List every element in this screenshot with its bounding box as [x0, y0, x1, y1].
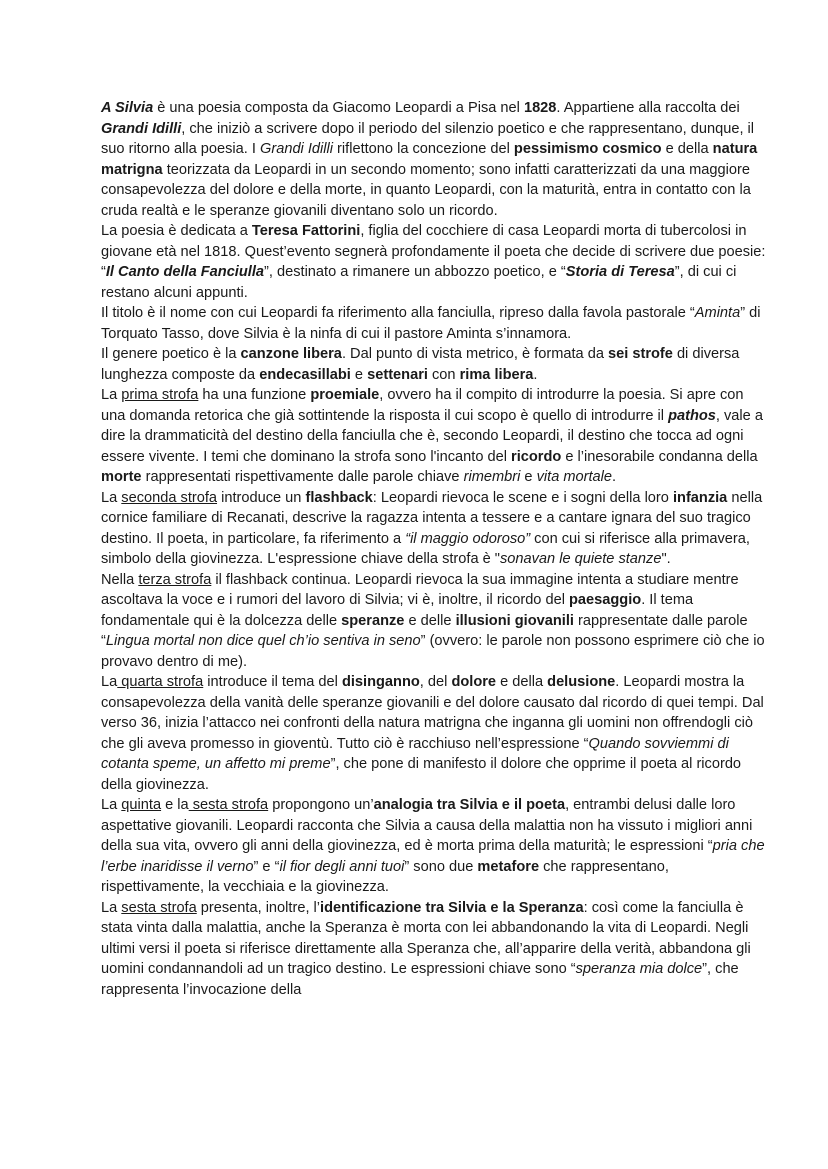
text-run: Storia di Teresa	[565, 264, 675, 280]
text-run: ”, destinato a rimanere un abbozzo poetico, e “	[264, 264, 566, 280]
text-run: “il maggio odoroso”	[405, 530, 531, 547]
text-run: Nella	[101, 571, 139, 588]
text-run: quarta strofa	[117, 674, 204, 690]
text-run: disinganno	[341, 674, 420, 690]
text-run: che rappresentano, rispettivamente, la vecchiaia e la giovinezza.	[101, 858, 669, 895]
text-run: e	[520, 469, 537, 485]
text-run: delusione	[547, 674, 616, 690]
text-run: . Appartiene alla raccolta dei	[556, 100, 740, 116]
text-run: ” (ovvero: le parole non possono esprimere ciò che io provavo dentro di me).	[101, 633, 765, 670]
text-run: Il genere poetico è la	[101, 346, 241, 362]
text-run: metafore	[477, 858, 540, 875]
text-run: seconda strofa	[121, 489, 218, 506]
text-run: morte	[101, 469, 142, 485]
text-run: Teresa Fattorini	[251, 223, 361, 239]
text-run: rima libera	[459, 366, 534, 383]
text-run: rappresentate dalle parole “	[101, 612, 748, 649]
text-run: e	[350, 366, 368, 383]
text-run: infanzia	[672, 489, 728, 506]
text-run: Il titolo è il nome con cui Leopardi fa riferimento alla fanciulla, ripreso dalla favola pastorale “	[101, 305, 695, 321]
text-run: . Leopardi mostra la consapevolezza della vanità delle speranze giovanili e del dolore causato dal ricordo di quei tempi. Dal verso 36, inizia l’attacco nei confronti della natura matrigna che inganna gli uomini non offrendogli ciò che gli aveva promesso in gioventù. Tutto ciò è racchiuso nell’espressione “	[101, 674, 764, 752]
text-run: ”, che pone di manifesto il dolore che opprime il poeta al ricordo della giovinezza.	[101, 756, 742, 793]
text-run: di diversa lunghezza composte da	[101, 346, 740, 383]
text-run: ” di Torquato Tasso, dove Silvia è la ninfa di cui il pastore Aminta s’innamora.	[101, 305, 761, 342]
paragraph	[101, 488, 768, 570]
text-run: proemiale	[310, 387, 380, 403]
text-run: canzone libera	[240, 346, 342, 362]
paragraph	[101, 795, 768, 898]
text-run: paesaggio	[569, 592, 642, 608]
text-run: quinta	[121, 797, 162, 813]
text-run: , entrambi delusi dalle loro aspettative giovanili. Leopardi racconta che Silvia a causa della malattia non ha vissuto i migliori anni della sua vita, ovvero gli anni della giovinezza, ed è morta prima della maturità; le espressioni “	[101, 797, 753, 854]
text-run: propongono un’	[268, 797, 374, 813]
text-run: rimembri	[463, 469, 521, 485]
text-run: ”, che rappresenta l’invocazione della	[101, 961, 739, 998]
text-run: 1828	[523, 100, 557, 116]
text-run: il flashback continua. Leopardi rievoca la sua immagine intenta a studiare mentre ascoltava la voce e i rumori del lavoro di Silvia; vi è, inoltre, il ricordo del	[101, 571, 739, 608]
text-run: La	[101, 489, 122, 506]
paragraph	[101, 570, 768, 673]
text-run: , ovvero ha il compito di introdurre la poesia. Si apre con una domanda retorica che già sottintende la risposta il cui scopo è quello di introdurre il	[101, 387, 744, 424]
paragraph	[101, 898, 768, 1001]
text-run: Aminta	[694, 305, 741, 321]
text-run: flashback	[305, 489, 373, 506]
text-run: Quando sovviemmi di cotanta speme, un affetto mi preme	[101, 735, 729, 772]
text-run: presenta, inoltre, l’	[196, 899, 321, 916]
text-run: endecasillabi	[259, 366, 351, 383]
text-run: sesta strofa	[188, 797, 269, 813]
text-run: pathos	[668, 407, 716, 424]
text-run: teorizzata da Leopardi in un secondo momento; sono infatti caratterizzati da una maggiore consapevolezza del dolore e della morte, in quanto Leopardi, con la maturità, entra in contatto con la cruda realtà e le speranze giovanili diventano solo un ricordo.	[101, 161, 751, 219]
text-run: , vale a dire la drammaticità del destino della fanciulla che è, secondo Leopardi, il destino che tocca ad ogni essere vivente. I temi che dominano la strofa sono l'incanto del	[101, 407, 763, 465]
text-run: Lingua mortal non dice quel ch’io sentiva in seno	[105, 633, 421, 649]
text-run: nella cornice familiare di Recanati, descrive la ragazza intenta a tessere e a cantare ignara del suo tragico destino. Il poeta, in particolare, fa riferimento a	[101, 489, 763, 547]
text-run: A Silvia	[101, 100, 154, 116]
text-run: ".	[661, 551, 671, 567]
text-run: introduce il tema del	[203, 674, 342, 690]
text-run: ricordo	[511, 448, 562, 465]
text-run: e l’inesorabile condanna della	[561, 448, 758, 465]
paragraph	[101, 672, 768, 795]
text-run: e la	[161, 797, 189, 813]
text-run: con cui si riferisce alla primavera, simbolo della giovinezza. L'espressione chiave della strofa è "	[101, 530, 750, 567]
text-run: Il Canto della Fanciulla	[105, 264, 265, 280]
paragraph	[101, 303, 768, 344]
text-run: ” e “	[253, 858, 280, 875]
text-run: : così come la fanciulla è stata vinta dalla malattia, anche la Speranza è morta con lei abbandonando la vita di Leopardi. Negli ultimi versi il poeta si riferisce direttamente alla Speranza che, all’apparire della verità, abbandona gli uomini condannandoli ad un tragico destino. Le espressioni chiave sono “	[101, 899, 751, 977]
text-run: settenari	[367, 366, 428, 383]
text-run: , figlia del cocchiere di casa Leopardi morta di tubercolosi in giovane età nel 1818. Quest’evento segnerà profondamente il poeta che decide di scrivere due poesie: “	[101, 223, 766, 280]
text-run: La	[101, 899, 122, 916]
text-run: terza strofa	[138, 571, 212, 588]
text-run: , del	[419, 674, 452, 690]
text-run: .	[533, 366, 538, 383]
text-run: speranze	[341, 612, 405, 629]
text-run: con	[427, 366, 460, 383]
text-run: : Leopardi rievoca le scene e i sogni della loro	[372, 489, 673, 506]
paragraph	[101, 385, 768, 488]
text-run: sesta strofa	[121, 899, 197, 916]
text-run: introduce un	[217, 489, 306, 506]
text-run: prima strofa	[121, 387, 199, 403]
text-run: , che iniziò a scrivere dopo il periodo del silenzio poetico e che rappresentano, dunque, il suo ritorno alla poesia. I	[101, 120, 755, 157]
text-run: sei strofe	[608, 346, 673, 362]
text-run: La	[101, 387, 122, 403]
text-run: ” sono due	[404, 858, 478, 875]
paragraph	[101, 98, 768, 221]
paragraph	[101, 221, 768, 303]
text-run: Grandi Idilli	[260, 141, 333, 157]
text-run: il fior degli anni tuoi	[279, 858, 405, 875]
text-run: e delle	[404, 612, 456, 629]
text-run: pessimismo cosmico	[513, 141, 662, 157]
text-run: La	[101, 674, 118, 690]
text-run: pria che l’erbe inaridisse il verno	[101, 838, 765, 875]
text-run: ”, di cui ci restano alcuni appunti.	[101, 264, 737, 301]
text-run: e della	[661, 141, 713, 157]
text-run: speranza mia dolce	[575, 961, 703, 977]
text-run: identificazione tra Silvia e la Speranza	[320, 899, 584, 916]
text-run: sonavan le quiete stanze	[499, 551, 662, 567]
text-run: natura matrigna	[101, 141, 758, 178]
text-run: La	[101, 797, 122, 813]
text-run: illusioni giovanili	[455, 612, 574, 629]
text-run: . Dal punto di vista metrico, è formata da	[341, 346, 608, 362]
text-run: vita mortale	[536, 469, 613, 485]
paragraph	[101, 344, 768, 385]
text-run: riflettono la concezione del	[333, 141, 514, 157]
text-run: e della	[496, 674, 548, 690]
text-run: . Il tema fondamentale qui è la dolcezza delle	[101, 592, 694, 629]
text-run: La poesia è dedicata a	[101, 223, 252, 239]
text-run: .	[612, 469, 617, 485]
text-run: Grandi Idilli	[101, 120, 182, 137]
text-run: ha una funzione	[198, 387, 311, 403]
text-run: dolore	[451, 674, 497, 690]
text-run: è una poesia composta da Giacomo Leopardi a Pisa nel	[153, 100, 524, 116]
document-body	[101, 98, 768, 1000]
text-run: analogia tra Silvia e il poeta	[373, 797, 566, 813]
text-run: rappresentati rispettivamente dalle parole chiave	[141, 469, 464, 485]
